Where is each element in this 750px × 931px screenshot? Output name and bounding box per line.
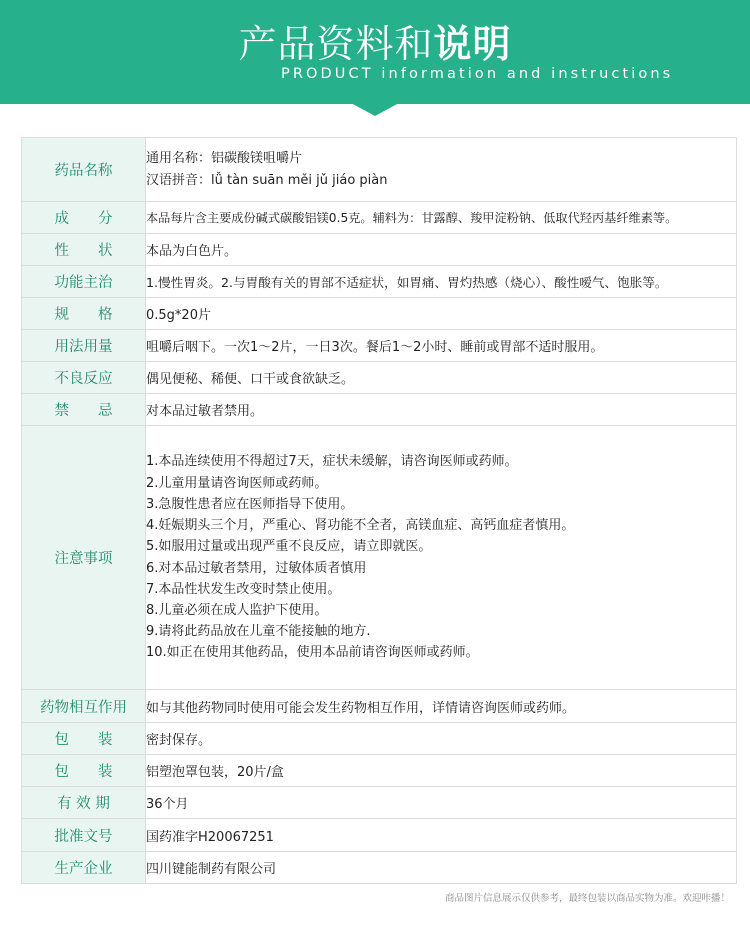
row-value-line: 通用名称：铝碳酸镁咀嚼片 (146, 150, 303, 166)
table-row (22, 138, 737, 202)
table-row (22, 362, 737, 394)
row-value: 咀嚼后咽下。一次1～2片，一日3次。餐后1～2小时、睡前或胃部不适时服用。 (146, 330, 737, 362)
row-value: 0.5g*20片 (146, 298, 737, 330)
table-row (22, 394, 737, 426)
row-value: 铝塑泡罩包装，20片/盒 (146, 755, 737, 787)
row-label: 用法用量 (22, 330, 146, 362)
banner-pointer (351, 103, 399, 116)
row-label: 药物相互作用 (22, 690, 146, 723)
row-label: 不良反应 (22, 362, 146, 394)
table-row (22, 819, 737, 852)
row-value: 四川键能制药有限公司 (146, 852, 737, 884)
precaution-item: 3.急腹性患者应在医师指导下使用。 (146, 496, 354, 512)
table-row (22, 787, 737, 819)
table-row (22, 298, 737, 330)
precaution-item: 6.对本品过敏者禁用，过敏体质者慎用 (146, 560, 367, 576)
row-label: 功能主治 (22, 266, 146, 298)
row-label: 注意事项 (22, 426, 146, 690)
row-label: 规 格 (22, 298, 146, 330)
row-value: 如与其他药物同时使用可能会发生药物相互作用，详情请咨询医师或药师。 (146, 690, 737, 723)
banner-title-bold: 说明 (433, 22, 512, 66)
precaution-item: 8.儿童必须在成人监护下使用。 (146, 602, 328, 618)
table-row (22, 426, 737, 690)
row-label: 包 装 (22, 755, 146, 787)
banner-title-regular: 产品资料和 (238, 22, 434, 66)
precaution-item: 4.妊娠期头三个月，严重心、肾功能不全者，高镁血症、高钙血症者慎用。 (146, 518, 575, 534)
precaution-item: 9.请将此药品放在儿童不能接触的地方. (146, 624, 371, 640)
row-value-line: 汉语拼音：lǚ tàn suān měi jǔ jiáo piàn (146, 172, 388, 188)
table-row (22, 202, 737, 234)
row-label: 禁 忌 (22, 394, 146, 426)
row-value: 对本品过敏者禁用。 (146, 394, 737, 426)
table-row (22, 234, 737, 266)
table-row (22, 852, 737, 884)
product-info-table (21, 137, 737, 884)
row-value (146, 138, 737, 202)
table-row (22, 723, 737, 755)
row-value: 36个月 (146, 787, 737, 819)
precaution-item: 10.如正在使用其他药品，使用本品前请咨询医师或药师。 (146, 645, 479, 661)
row-value: 本品为白色片。 (146, 234, 737, 266)
precaution-item: 1.本品连续使用不得超过7天，症状未缓解，请咨询医师或药师。 (146, 454, 518, 470)
table-row (22, 330, 737, 362)
precaution-item: 7.本品性状发生改变时禁止使用。 (146, 581, 341, 597)
row-value: 1.慢性胃炎。2.与胃酸有关的胃部不适症状，如胃痛、胃灼热感（烧心）、酸性嗳气、饱胀等。 (146, 266, 737, 298)
row-label: 包 装 (22, 723, 146, 755)
footer-disclaimer: 商品图片信息展示仅供参考，最终包装以商品实物为准。欢迎咔播！ (444, 893, 730, 904)
row-label: 有 效 期 (22, 787, 146, 819)
row-value (146, 426, 737, 690)
table-row (22, 690, 737, 723)
row-value: 国药准字H20067251 (146, 819, 737, 852)
banner-title (0, 22, 750, 66)
row-value: 密封保存。 (146, 723, 737, 755)
row-value: 偶见便秘、稀便、口干或食欲缺乏。 (146, 362, 737, 394)
row-label: 批准文号 (22, 819, 146, 852)
header-banner (0, 0, 750, 104)
table-row (22, 266, 737, 298)
precaution-item: 5.如服用过量或出现严重不良反应，请立即就医。 (146, 539, 432, 555)
precaution-item: 2.儿童用量请咨询医师或药师。 (146, 475, 328, 491)
row-label: 药品名称 (22, 138, 146, 202)
row-label: 性 状 (22, 234, 146, 266)
banner-subtitle: PRODUCT information and instructions (281, 66, 674, 82)
row-label: 生产企业 (22, 852, 146, 884)
row-value: 本品每片含主要成份碱式碳酸铝镁0.5克。辅料为：甘露醇、羧甲淀粉钠、低取代羟丙基纤维素等。 (146, 202, 737, 234)
row-label: 成 分 (22, 202, 146, 234)
table-row (22, 755, 737, 787)
